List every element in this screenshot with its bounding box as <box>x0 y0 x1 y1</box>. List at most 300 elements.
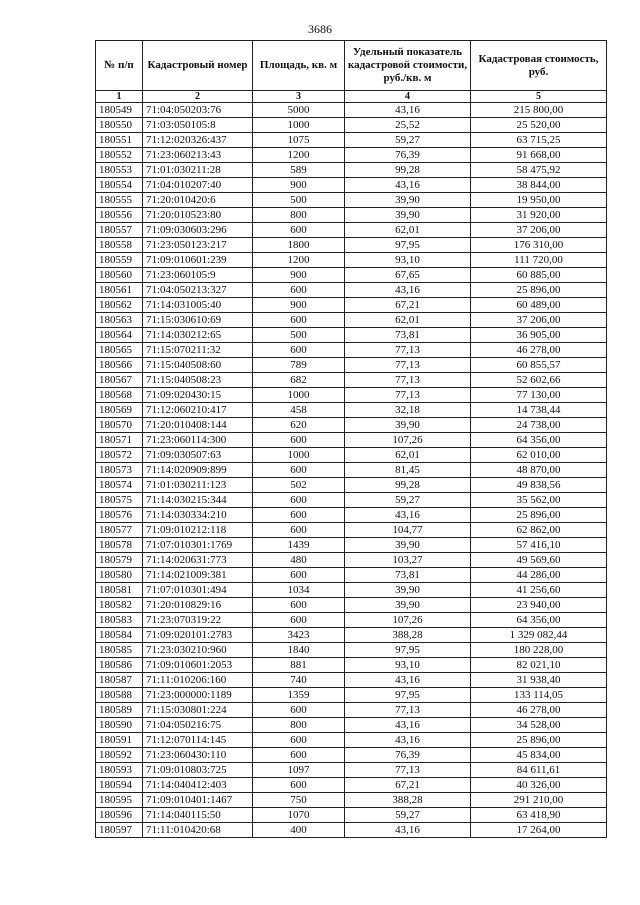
table-row <box>96 658 607 673</box>
area-cell: 600 <box>253 748 345 763</box>
area-cell: 600 <box>253 343 345 358</box>
cadastral-number-cell: 71:14:020631:773 <box>143 553 253 568</box>
area-cell: 800 <box>253 718 345 733</box>
area-cell: 750 <box>253 793 345 808</box>
specific-value-cell: 59,27 <box>345 133 471 148</box>
table-row <box>96 478 607 493</box>
row-number-cell: 180556 <box>96 208 143 223</box>
cadastral-value-cell: 62 010,00 <box>471 448 607 463</box>
specific-value-cell: 77,13 <box>345 703 471 718</box>
specific-value-cell: 388,28 <box>345 628 471 643</box>
specific-value-cell: 67,21 <box>345 778 471 793</box>
row-number-cell: 180551 <box>96 133 143 148</box>
table-row <box>96 613 607 628</box>
column-number: 2 <box>143 91 253 103</box>
specific-value-cell: 43,16 <box>345 283 471 298</box>
cadastral-value-cell: 63 418,90 <box>471 808 607 823</box>
cadastral-value-cell: 35 562,00 <box>471 493 607 508</box>
table-row <box>96 193 607 208</box>
row-number-cell: 180582 <box>96 598 143 613</box>
row-number-cell: 180588 <box>96 688 143 703</box>
row-number-cell: 180555 <box>96 193 143 208</box>
row-number-cell: 180578 <box>96 538 143 553</box>
table-row <box>96 298 607 313</box>
cadastral-value-cell: 14 738,44 <box>471 403 607 418</box>
row-number-cell: 180587 <box>96 673 143 688</box>
area-cell: 1840 <box>253 643 345 658</box>
specific-value-cell: 107,26 <box>345 613 471 628</box>
cadastral-number-cell: 71:15:030801:224 <box>143 703 253 718</box>
table-row <box>96 388 607 403</box>
cadastral-number-cell: 71:09:030603:296 <box>143 223 253 238</box>
specific-value-cell: 39,90 <box>345 208 471 223</box>
cadastral-number-cell: 71:11:010420:68 <box>143 823 253 838</box>
row-number-cell: 180565 <box>96 343 143 358</box>
area-cell: 900 <box>253 298 345 313</box>
row-number-cell: 180572 <box>96 448 143 463</box>
row-number-cell: 180579 <box>96 553 143 568</box>
row-number-cell: 180570 <box>96 418 143 433</box>
cadastral-number-cell: 71:23:060213:43 <box>143 148 253 163</box>
specific-value-cell: 93,10 <box>345 658 471 673</box>
cadastral-value-cell: 111 720,00 <box>471 253 607 268</box>
area-cell: 500 <box>253 328 345 343</box>
specific-value-cell: 107,26 <box>345 433 471 448</box>
table-row <box>96 433 607 448</box>
row-number-cell: 180585 <box>96 643 143 658</box>
cadastral-number-cell: 71:14:031005:40 <box>143 298 253 313</box>
area-cell: 600 <box>253 463 345 478</box>
specific-value-cell: 25,52 <box>345 118 471 133</box>
row-number-cell: 180597 <box>96 823 143 838</box>
row-number-cell: 180563 <box>96 313 143 328</box>
area-cell: 600 <box>253 283 345 298</box>
area-cell: 1034 <box>253 583 345 598</box>
area-cell: 500 <box>253 193 345 208</box>
cadastral-number-cell: 71:23:060430:110 <box>143 748 253 763</box>
table-row <box>96 283 607 298</box>
header-cadastral-value: Кадастровая стоимость, руб. <box>471 41 607 91</box>
cadastral-number-cell: 71:07:010301:1769 <box>143 538 253 553</box>
area-cell: 480 <box>253 553 345 568</box>
row-number-cell: 180564 <box>96 328 143 343</box>
area-cell: 5000 <box>253 103 345 118</box>
area-cell: 1359 <box>253 688 345 703</box>
specific-value-cell: 39,90 <box>345 583 471 598</box>
area-cell: 1800 <box>253 238 345 253</box>
area-cell: 1075 <box>253 133 345 148</box>
cadastral-value-cell: 44 286,00 <box>471 568 607 583</box>
table-row <box>96 523 607 538</box>
row-number-cell: 180557 <box>96 223 143 238</box>
cadastral-number-cell: 71:14:030334:210 <box>143 508 253 523</box>
specific-value-cell: 77,13 <box>345 388 471 403</box>
specific-value-cell: 77,13 <box>345 343 471 358</box>
cadastral-number-cell: 71:14:030212:65 <box>143 328 253 343</box>
table-row <box>96 778 607 793</box>
row-number-cell: 180561 <box>96 283 143 298</box>
table-row <box>96 763 607 778</box>
cadastral-value-cell: 25 896,00 <box>471 508 607 523</box>
cadastral-number-cell: 71:12:020326:437 <box>143 133 253 148</box>
cadastral-value-cell: 45 834,00 <box>471 748 607 763</box>
area-cell: 600 <box>253 568 345 583</box>
table-row <box>96 328 607 343</box>
cadastral-number-cell: 71:14:040412:403 <box>143 778 253 793</box>
table-row <box>96 568 607 583</box>
table-row <box>96 403 607 418</box>
table-row <box>96 163 607 178</box>
cadastral-value-cell: 82 021,10 <box>471 658 607 673</box>
table-row <box>96 643 607 658</box>
cadastral-number-cell: 71:14:040115:50 <box>143 808 253 823</box>
cadastral-value-table <box>95 40 607 838</box>
cadastral-number-cell: 71:01:030211:123 <box>143 478 253 493</box>
area-cell: 682 <box>253 373 345 388</box>
area-cell: 1000 <box>253 388 345 403</box>
table-row <box>96 313 607 328</box>
header-cadastral-number: Кадастровый номер <box>143 41 253 91</box>
table-row <box>96 148 607 163</box>
cadastral-number-cell: 71:09:030507:63 <box>143 448 253 463</box>
table-row <box>96 793 607 808</box>
area-cell: 600 <box>253 733 345 748</box>
cadastral-number-cell: 71:14:021009:381 <box>143 568 253 583</box>
row-number-cell: 180586 <box>96 658 143 673</box>
cadastral-number-cell: 71:20:010408:144 <box>143 418 253 433</box>
cadastral-number-cell: 71:15:070211:32 <box>143 343 253 358</box>
specific-value-cell: 77,13 <box>345 763 471 778</box>
cadastral-value-cell: 41 256,60 <box>471 583 607 598</box>
table-row <box>96 718 607 733</box>
cadastral-value-cell: 57 416,10 <box>471 538 607 553</box>
row-number-cell: 180562 <box>96 298 143 313</box>
row-number-cell: 180580 <box>96 568 143 583</box>
cadastral-value-cell: 25 896,00 <box>471 283 607 298</box>
row-number-cell: 180595 <box>96 793 143 808</box>
specific-value-cell: 43,16 <box>345 673 471 688</box>
row-number-cell: 180559 <box>96 253 143 268</box>
specific-value-cell: 77,13 <box>345 358 471 373</box>
table-row <box>96 208 607 223</box>
row-number-cell: 180581 <box>96 583 143 598</box>
table-row <box>96 358 607 373</box>
cadastral-value-cell: 17 264,00 <box>471 823 607 838</box>
cadastral-value-cell: 91 668,00 <box>471 148 607 163</box>
cadastral-number-cell: 71:23:000000:1189 <box>143 688 253 703</box>
cadastral-value-cell: 63 715,25 <box>471 133 607 148</box>
row-number-cell: 180558 <box>96 238 143 253</box>
specific-value-cell: 39,90 <box>345 418 471 433</box>
table-row <box>96 553 607 568</box>
area-cell: 589 <box>253 163 345 178</box>
cadastral-value-cell: 48 870,00 <box>471 463 607 478</box>
specific-value-cell: 39,90 <box>345 193 471 208</box>
table-row <box>96 118 607 133</box>
cadastral-value-cell: 31 938,40 <box>471 673 607 688</box>
specific-value-cell: 43,16 <box>345 178 471 193</box>
cadastral-number-cell: 71:09:020430:15 <box>143 388 253 403</box>
table-row <box>96 373 607 388</box>
cadastral-value-cell: 60 855,57 <box>471 358 607 373</box>
area-cell: 740 <box>253 673 345 688</box>
cadastral-value-cell: 1 329 082,44 <box>471 628 607 643</box>
column-number: 4 <box>345 91 471 103</box>
cadastral-number-cell: 71:15:040508:23 <box>143 373 253 388</box>
row-number-cell: 180552 <box>96 148 143 163</box>
cadastral-number-cell: 71:03:050105:8 <box>143 118 253 133</box>
cadastral-value-cell: 37 206,00 <box>471 313 607 328</box>
table-body <box>96 91 607 838</box>
specific-value-cell: 62,01 <box>345 223 471 238</box>
area-cell: 1097 <box>253 763 345 778</box>
table-row <box>96 238 607 253</box>
cadastral-value-cell: 25 896,00 <box>471 733 607 748</box>
row-number-cell: 180593 <box>96 763 143 778</box>
cadastral-value-cell: 62 862,00 <box>471 523 607 538</box>
table-row <box>96 583 607 598</box>
table-row <box>96 493 607 508</box>
area-cell: 600 <box>253 508 345 523</box>
area-cell: 600 <box>253 598 345 613</box>
column-number: 1 <box>96 91 143 103</box>
area-cell: 600 <box>253 613 345 628</box>
table-row <box>96 748 607 763</box>
area-cell: 1439 <box>253 538 345 553</box>
specific-value-cell: 97,95 <box>345 238 471 253</box>
specific-value-cell: 43,16 <box>345 718 471 733</box>
row-number-cell: 180569 <box>96 403 143 418</box>
cadastral-value-cell: 19 950,00 <box>471 193 607 208</box>
specific-value-cell: 43,16 <box>345 103 471 118</box>
header-row <box>96 41 607 91</box>
cadastral-number-cell: 71:23:070319:22 <box>143 613 253 628</box>
cadastral-value-cell: 215 800,00 <box>471 103 607 118</box>
cadastral-value-cell: 180 228,00 <box>471 643 607 658</box>
column-number-row <box>96 91 607 103</box>
cadastral-number-cell: 71:09:010401:1467 <box>143 793 253 808</box>
cadastral-value-cell: 24 738,00 <box>471 418 607 433</box>
specific-value-cell: 97,95 <box>345 643 471 658</box>
cadastral-value-cell: 23 940,00 <box>471 598 607 613</box>
specific-value-cell: 388,28 <box>345 793 471 808</box>
cadastral-number-cell: 71:23:060105:9 <box>143 268 253 283</box>
row-number-cell: 180594 <box>96 778 143 793</box>
row-number-cell: 180568 <box>96 388 143 403</box>
table-row <box>96 223 607 238</box>
row-number-cell: 180554 <box>96 178 143 193</box>
cadastral-value-cell: 64 356,00 <box>471 433 607 448</box>
row-number-cell: 180553 <box>96 163 143 178</box>
table-row <box>96 733 607 748</box>
cadastral-number-cell: 71:23:030210:960 <box>143 643 253 658</box>
row-number-cell: 180592 <box>96 748 143 763</box>
table-row <box>96 133 607 148</box>
cadastral-number-cell: 71:14:020909:899 <box>143 463 253 478</box>
specific-value-cell: 73,81 <box>345 568 471 583</box>
specific-value-cell: 97,95 <box>345 688 471 703</box>
cadastral-value-cell: 36 905,00 <box>471 328 607 343</box>
table-row <box>96 253 607 268</box>
specific-value-cell: 104,77 <box>345 523 471 538</box>
area-cell: 1200 <box>253 148 345 163</box>
cadastral-value-cell: 58 475,92 <box>471 163 607 178</box>
area-cell: 600 <box>253 703 345 718</box>
area-cell: 789 <box>253 358 345 373</box>
cadastral-number-cell: 71:04:050203:76 <box>143 103 253 118</box>
page-number: 3686 <box>308 22 332 36</box>
area-cell: 600 <box>253 433 345 448</box>
area-cell: 900 <box>253 268 345 283</box>
row-number-cell: 180550 <box>96 118 143 133</box>
cadastral-number-cell: 71:09:010212:118 <box>143 523 253 538</box>
cadastral-number-cell: 71:07:010301:494 <box>143 583 253 598</box>
area-cell: 458 <box>253 403 345 418</box>
area-cell: 600 <box>253 223 345 238</box>
cadastral-value-cell: 64 356,00 <box>471 613 607 628</box>
cadastral-number-cell: 71:20:010420:6 <box>143 193 253 208</box>
area-cell: 600 <box>253 523 345 538</box>
row-number-cell: 180566 <box>96 358 143 373</box>
area-cell: 900 <box>253 178 345 193</box>
cadastral-value-cell: 25 520,00 <box>471 118 607 133</box>
table-row <box>96 598 607 613</box>
area-cell: 1000 <box>253 448 345 463</box>
area-cell: 1070 <box>253 808 345 823</box>
cadastral-value-cell: 46 278,00 <box>471 343 607 358</box>
specific-value-cell: 62,01 <box>345 448 471 463</box>
specific-value-cell: 76,39 <box>345 148 471 163</box>
specific-value-cell: 81,45 <box>345 463 471 478</box>
column-number: 3 <box>253 91 345 103</box>
table-row <box>96 463 607 478</box>
cadastral-number-cell: 71:12:060210:417 <box>143 403 253 418</box>
area-cell: 881 <box>253 658 345 673</box>
header-area: Площадь, кв. м <box>253 41 345 91</box>
specific-value-cell: 59,27 <box>345 808 471 823</box>
area-cell: 600 <box>253 778 345 793</box>
cadastral-value-cell: 60 885,00 <box>471 268 607 283</box>
cadastral-value-cell: 49 569,60 <box>471 553 607 568</box>
specific-value-cell: 93,10 <box>345 253 471 268</box>
cadastral-number-cell: 71:09:010601:239 <box>143 253 253 268</box>
row-number-cell: 180583 <box>96 613 143 628</box>
row-number-cell: 180571 <box>96 433 143 448</box>
area-cell: 600 <box>253 493 345 508</box>
specific-value-cell: 39,90 <box>345 538 471 553</box>
row-number-cell: 180589 <box>96 703 143 718</box>
cadastral-value-cell: 77 130,00 <box>471 388 607 403</box>
table-row <box>96 703 607 718</box>
row-number-cell: 180567 <box>96 373 143 388</box>
specific-value-cell: 99,28 <box>345 163 471 178</box>
table-row <box>96 628 607 643</box>
cadastral-value-cell: 38 844,00 <box>471 178 607 193</box>
cadastral-number-cell: 71:04:010207:40 <box>143 178 253 193</box>
row-number-cell: 180584 <box>96 628 143 643</box>
cadastral-value-cell: 37 206,00 <box>471 223 607 238</box>
specific-value-cell: 62,01 <box>345 313 471 328</box>
cadastral-number-cell: 71:20:010523:80 <box>143 208 253 223</box>
specific-value-cell: 77,13 <box>345 373 471 388</box>
area-cell: 1000 <box>253 118 345 133</box>
cadastral-value-cell: 52 602,66 <box>471 373 607 388</box>
row-number-cell: 180577 <box>96 523 143 538</box>
cadastral-number-cell: 71:09:010803:725 <box>143 763 253 778</box>
cadastral-value-cell: 84 611,61 <box>471 763 607 778</box>
table-row <box>96 673 607 688</box>
cadastral-number-cell: 71:15:040508:60 <box>143 358 253 373</box>
column-number: 5 <box>471 91 607 103</box>
area-cell: 400 <box>253 823 345 838</box>
specific-value-cell: 43,16 <box>345 733 471 748</box>
specific-value-cell: 67,21 <box>345 298 471 313</box>
table-row <box>96 508 607 523</box>
table-row <box>96 448 607 463</box>
specific-value-cell: 39,90 <box>345 598 471 613</box>
row-number-cell: 180590 <box>96 718 143 733</box>
header-specific-value: Удельный показатель кадастровой стоимости, руб./кв. м <box>345 41 471 91</box>
cadastral-number-cell: 71:01:030211:28 <box>143 163 253 178</box>
cadastral-number-cell: 71:04:050216:75 <box>143 718 253 733</box>
cadastral-value-cell: 133 114,05 <box>471 688 607 703</box>
cadastral-number-cell: 71:09:020101:2783 <box>143 628 253 643</box>
cadastral-number-cell: 71:23:050123:217 <box>143 238 253 253</box>
row-number-cell: 180596 <box>96 808 143 823</box>
area-cell: 1200 <box>253 253 345 268</box>
cadastral-value-cell: 60 489,00 <box>471 298 607 313</box>
cadastral-number-cell: 71:23:060114:300 <box>143 433 253 448</box>
row-number-cell: 180575 <box>96 493 143 508</box>
specific-value-cell: 59,27 <box>345 493 471 508</box>
specific-value-cell: 99,28 <box>345 478 471 493</box>
table-row <box>96 808 607 823</box>
area-cell: 3423 <box>253 628 345 643</box>
cadastral-value-cell: 49 838,56 <box>471 478 607 493</box>
row-number-cell: 180576 <box>96 508 143 523</box>
row-number-cell: 180573 <box>96 463 143 478</box>
table-row <box>96 823 607 838</box>
specific-value-cell: 67,65 <box>345 268 471 283</box>
area-cell: 502 <box>253 478 345 493</box>
cadastral-value-cell: 46 278,00 <box>471 703 607 718</box>
table-row <box>96 688 607 703</box>
specific-value-cell: 103,27 <box>345 553 471 568</box>
table-row <box>96 178 607 193</box>
table-row <box>96 268 607 283</box>
cadastral-value-cell: 34 528,00 <box>471 718 607 733</box>
cadastral-number-cell: 71:20:010829:16 <box>143 598 253 613</box>
specific-value-cell: 43,16 <box>345 508 471 523</box>
cadastral-value-cell: 31 920,00 <box>471 208 607 223</box>
area-cell: 600 <box>253 313 345 328</box>
table-row <box>96 343 607 358</box>
cadastral-number-cell: 71:12:070114:145 <box>143 733 253 748</box>
cadastral-value-cell: 40 326,00 <box>471 778 607 793</box>
specific-value-cell: 32,18 <box>345 403 471 418</box>
cadastral-number-cell: 71:15:030610:69 <box>143 313 253 328</box>
specific-value-cell: 76,39 <box>345 748 471 763</box>
cadastral-number-cell: 71:04:050213:327 <box>143 283 253 298</box>
cadastral-number-cell: 71:09:010601:2053 <box>143 658 253 673</box>
table-row <box>96 103 607 118</box>
header-row-number: № п/п <box>96 41 143 91</box>
cadastral-value-cell: 176 310,00 <box>471 238 607 253</box>
area-cell: 800 <box>253 208 345 223</box>
row-number-cell: 180591 <box>96 733 143 748</box>
area-cell: 620 <box>253 418 345 433</box>
specific-value-cell: 73,81 <box>345 328 471 343</box>
